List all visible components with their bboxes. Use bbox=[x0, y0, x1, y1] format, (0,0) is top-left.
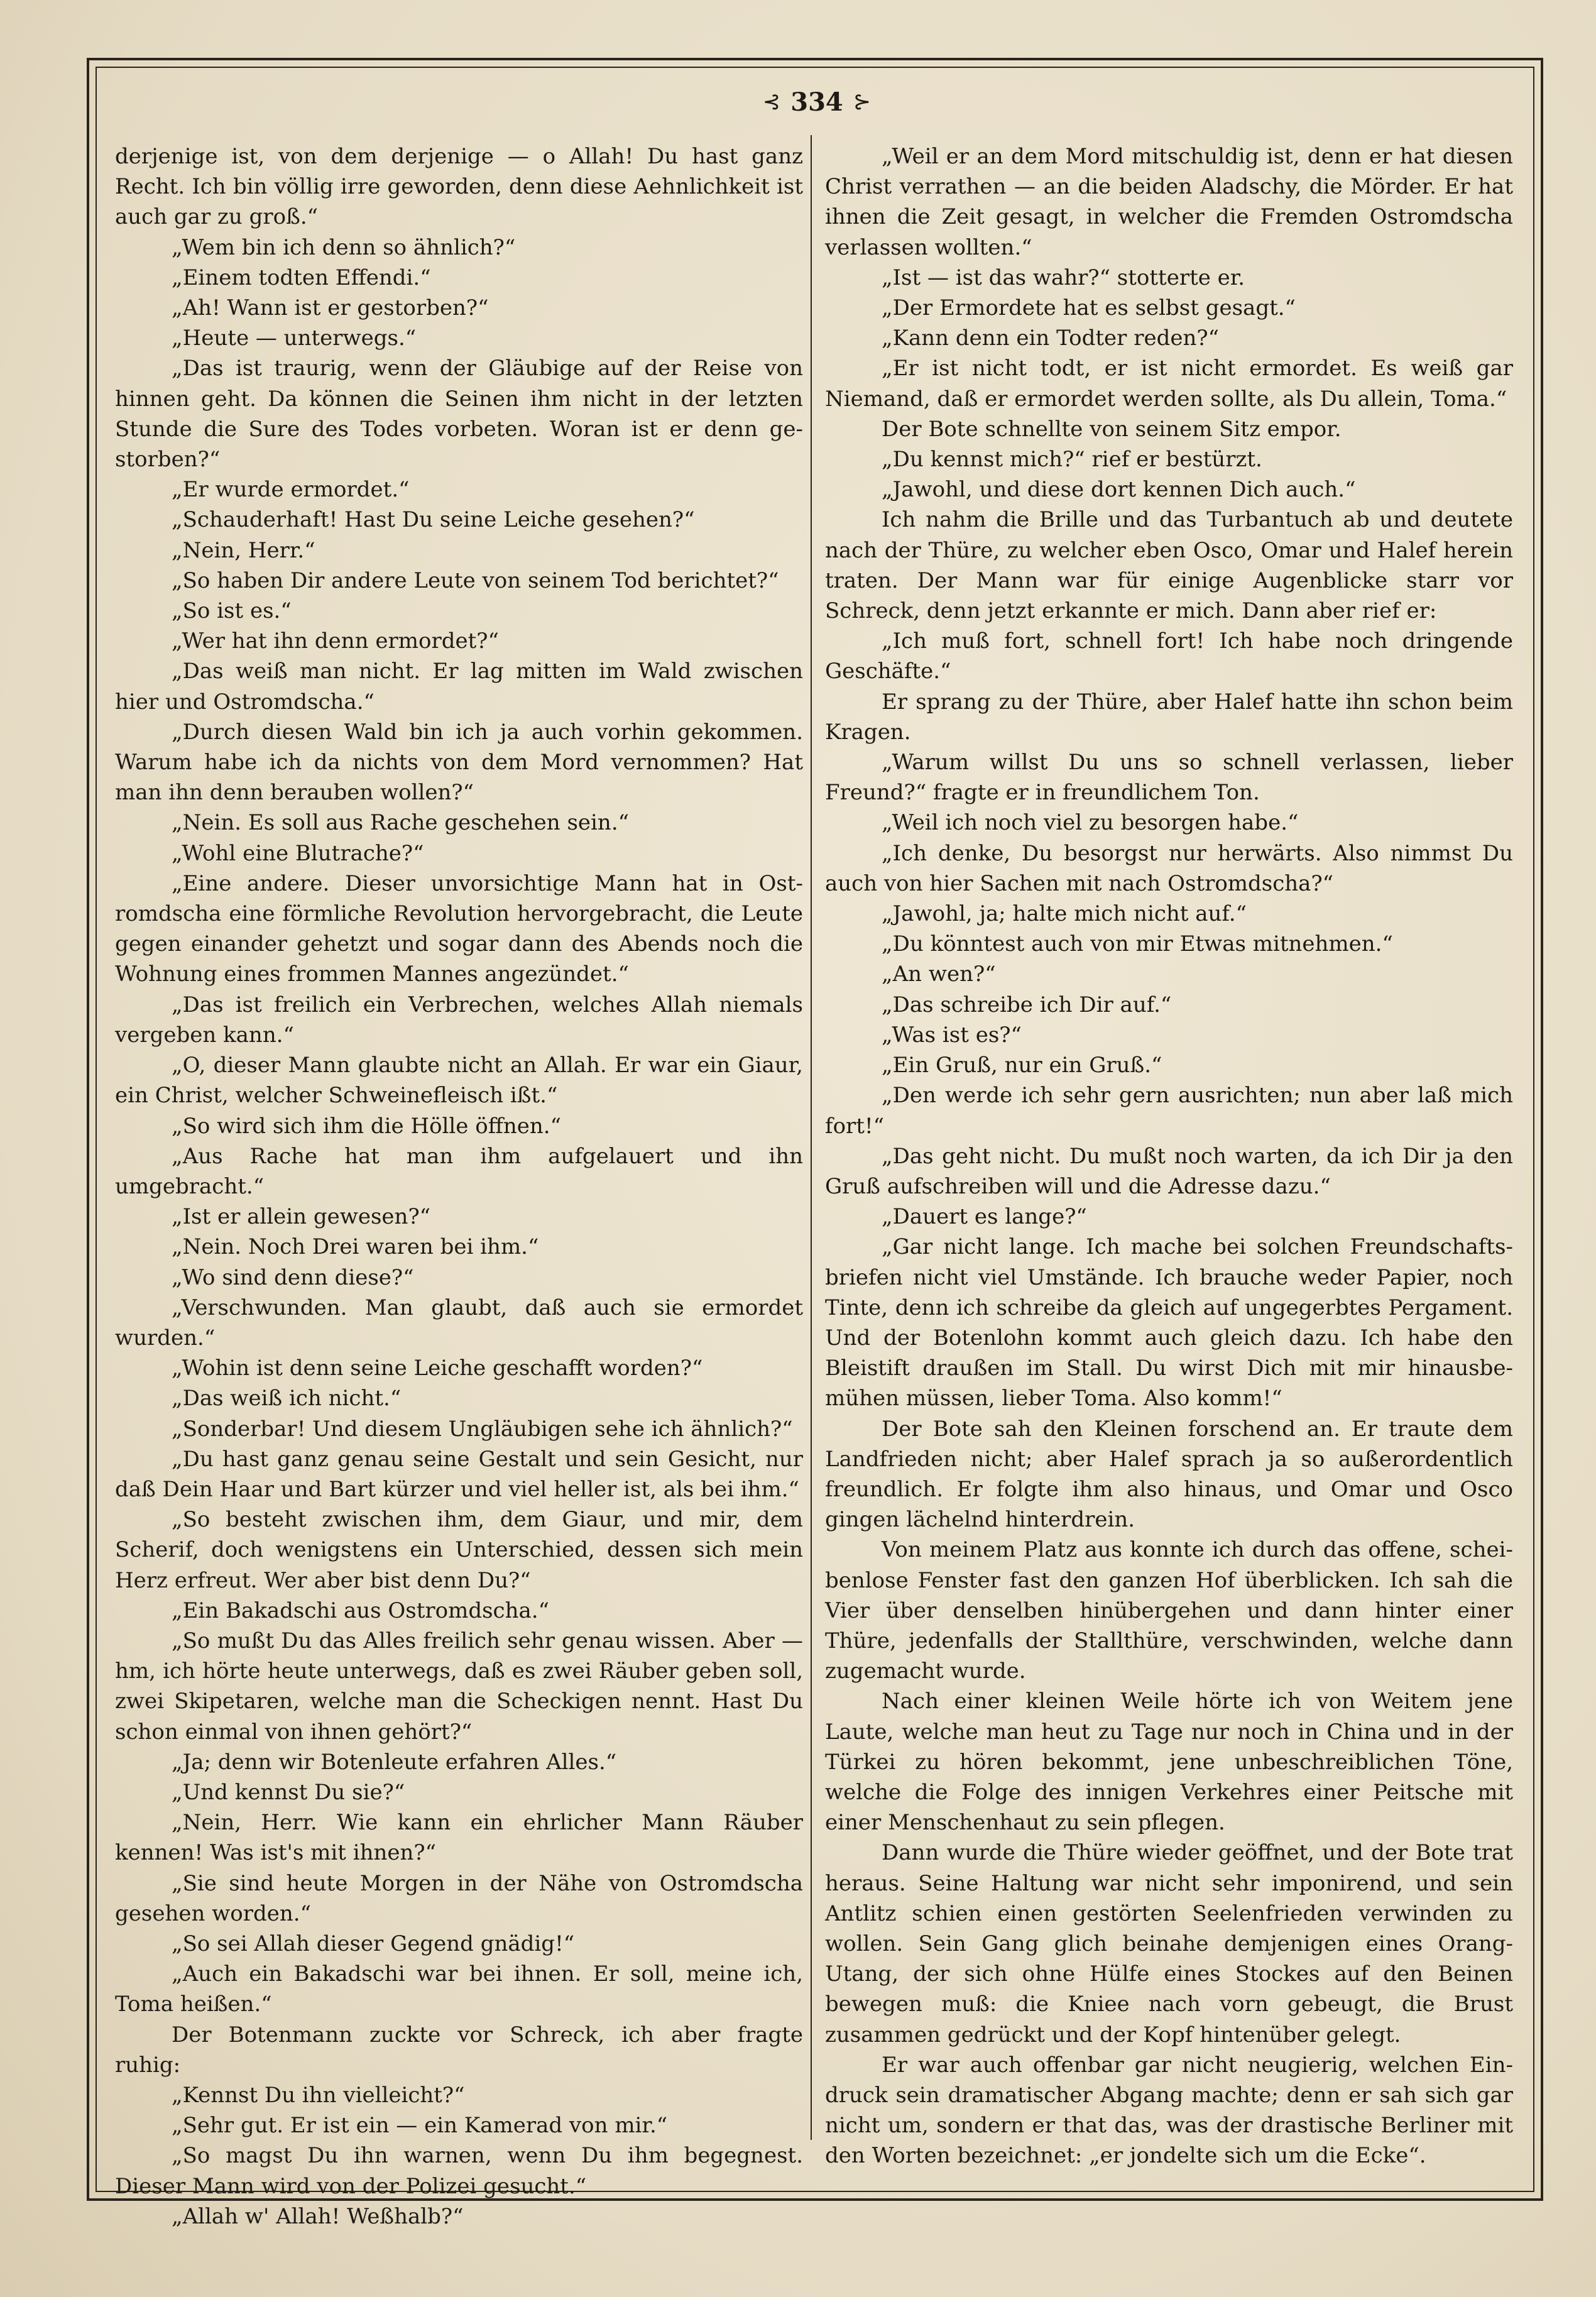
paragraph: „So besteht zwischen ihm, dem Giaur, und mir, dem Scherif, doch wenigstens ein Unterschied, dessen sich mein Herz erfreut. Wer aber bist denn Du?“ bbox=[115, 1507, 803, 1593]
paragraph: „Ist — ist das wahr?“ stotterte er. bbox=[882, 265, 1245, 290]
paragraph: „Kann denn ein Todter reden?“ bbox=[882, 326, 1219, 351]
paragraph: „Ein Bakadschi aus Ostromdscha.“ bbox=[172, 1598, 549, 1623]
paragraph: Der Bote schnellte von seinem Sitz empor. bbox=[882, 416, 1342, 442]
paragraph: Von meinem Platz aus konnte ich durch das offene, scheibenlose Fenster fast den ganzen Hof überblicken. Ich sah die Vier über denselben hinübergehen und dann hinter einer Thüre, jedenfalls der Stallthüre, verschwinden, welche dann zugemacht wurde. bbox=[825, 1537, 1513, 1684]
paragraph: „Das weiß ich nicht.“ bbox=[172, 1386, 402, 1412]
column-divider bbox=[811, 135, 812, 2140]
paragraph: „Und kennst Du sie?“ bbox=[172, 1779, 405, 1805]
paragraph: Er war auch offenbar gar nicht neugierig, welchen Eindruck sein dramatischer Abgang machte; denn er sah sich gar nicht um, sondern er that das, was der drastische Berliner mit den Worten bezeichnet: „er jondelte sich um die Ecke“. bbox=[825, 2052, 1513, 2169]
paragraph: „Einem todten Effendi.“ bbox=[172, 265, 431, 290]
paragraph: „Du kennst mich?“ rief er bestürzt. bbox=[882, 447, 1262, 473]
paragraph: „Den werde ich sehr gern ausrichten; nun aber laß mich fort!“ bbox=[825, 1083, 1513, 1139]
paragraph: „Wo sind denn diese?“ bbox=[172, 1264, 414, 1290]
paragraph: „Kennst Du ihn vielleicht?“ bbox=[172, 2083, 465, 2108]
paragraph: „Du hast ganz genau seine Gestalt und sein Gesicht, nur daß Dein Haar und Bart kürzer und viel heller ist, als bei ihm.“ bbox=[115, 1446, 803, 1502]
paragraph: „Aus Rache hat man ihm aufgelauert und ihn umgebracht.“ bbox=[115, 1143, 803, 1199]
ornament-right: ⊱ bbox=[853, 89, 872, 114]
paragraph: „Nein, Herr.“ bbox=[172, 537, 315, 563]
ornament-left: ⊰ bbox=[762, 89, 781, 114]
paragraph: „Ein Gruß, nur ein Gruß.“ bbox=[882, 1053, 1162, 1078]
paragraph: „Wer hat ihn denn ermordet?“ bbox=[172, 628, 499, 654]
paragraph: „Auch ein Bakadschi war bei ihnen. Er soll, meine ich, Toma heißen.“ bbox=[115, 1961, 803, 2017]
paragraph: „Nein. Noch Drei waren bei ihm.“ bbox=[172, 1234, 539, 1260]
paragraph: „So mußt Du das Alles freilich sehr genau wissen. Aber — hm, ich hörte heute unterwegs, daß es zwei Räuber geben soll, zwei Skipetaren, welche man die Scheckigen nennt. Hast Du schon einmal von ihnen gehört?“ bbox=[115, 1628, 803, 1745]
paragraph: „Wohl eine Blutrache?“ bbox=[172, 840, 424, 866]
paragraph: „Heute — unterwegs.“ bbox=[172, 326, 417, 351]
paragraph: „Verschwunden. Man glaubt, daß auch sie ermordet wurden.“ bbox=[115, 1295, 803, 1351]
paragraph: Der Bote sah den Kleinen forschend an. Er traute dem Landfrieden nicht; aber Halef sprach ja so außerordentlich freundlich. Er folgte ihm also hinaus, und Omar und Osco gingen lächelnd hinterdrein. bbox=[825, 1416, 1513, 1533]
paragraph: „Dauert es lange?“ bbox=[882, 1204, 1087, 1230]
paragraph: „Schauderhaft! Hast Du seine Leiche gesehen?“ bbox=[172, 507, 695, 533]
paragraph: „Das ist freilich ein Verbrechen, welches Allah niemals vergeben kann.“ bbox=[115, 992, 803, 1048]
paragraph: „Er wurde ermordet.“ bbox=[172, 477, 410, 503]
left-column bbox=[115, 141, 803, 2229]
paragraph: „Ist er allein gewesen?“ bbox=[172, 1204, 431, 1230]
paragraph: Dann wurde die Thüre wieder geöffnet, und der Bote trat heraus. Seine Haltung war nicht sehr imponirend, und sein Antlitz schien einen gestörten Seelenfrieden verwinden zu wollen. Sein Gang glich beinahe demjenigen eines Orang-Utang, der sich ohne Hülfe eines Stockes auf den Beinen bewegen muß: die Kniee nach vorn gebeugt, die Brust zusammen gedrückt und der Kopf hintenüber gelegt. bbox=[825, 1840, 1513, 2048]
page-number: 334 bbox=[790, 87, 843, 117]
paragraph: „Warum willst Du uns so schnell verlassen, lieber Freund?“ fragte er in freundlichem Ton. bbox=[825, 750, 1513, 806]
paragraph: „Sonderbar! Und diesem Ungläubigen sehe ich ähnlich?“ bbox=[172, 1416, 793, 1442]
paragraph: „Nein. Es soll aus Rache geschehen sein.“ bbox=[172, 810, 630, 836]
paragraph: „Der Ermordete hat es selbst gesagt.“ bbox=[882, 295, 1296, 321]
paragraph: „Wem bin ich denn so ähnlich?“ bbox=[172, 234, 516, 260]
paragraph: Ich nahm die Brille und das Turbantuch ab und deutete nach der Thüre, zu welcher eben Osco, Omar und Halef herein traten. Der Mann war für einige Augenblicke starr vor Schreck, denn jetzt erkannte er mich. Dann aber rief er: bbox=[825, 507, 1513, 624]
paragraph: Der Botenmann zuckte vor Schreck, ich aber fragte ruhig: bbox=[115, 2022, 803, 2078]
paragraph: „O, dieser Mann glaubte nicht an Allah. Er war ein Giaur, ein Christ, welcher Schweinefleisch ißt.“ bbox=[115, 1053, 803, 1109]
paragraph: „Sehr gut. Er ist ein — ein Kamerad von mir.“ bbox=[172, 2113, 668, 2139]
paragraph: „An wen?“ bbox=[882, 962, 996, 987]
paragraph: derjenige ist, von dem derjenige — o Allah! Du hast ganz Recht. Ich bin völlig irre geworden, denn diese Aehnlichkeit ist auch gar zu groß.“ bbox=[115, 144, 803, 230]
paragraph: „Ja; denn wir Botenleute erfahren Alles.“ bbox=[172, 1749, 617, 1775]
paragraph: „So wird sich ihm die Hölle öffnen.“ bbox=[172, 1113, 561, 1139]
paragraph: „Allah w' Allah! Weßhalb?“ bbox=[172, 2203, 464, 2229]
paragraph: „Sie sind heute Morgen in der Nähe von Ostromdscha gesehen worden.“ bbox=[115, 1870, 803, 1926]
paragraph: „Gar nicht lange. Ich mache bei solchen Freundschaftsbriefen nicht viel Umstände. Ich brauche weder Papier, noch Tinte, denn ich schreibe da gleich auf ungegerbtes Pergament. Und der Botenlohn kommt auch gleich dazu. Ich habe den Bleistift draußen im Stall. Du wirst Dich mit mir hinausbemühen müssen, lieber Toma. Also komm!“ bbox=[825, 1234, 1513, 1412]
paragraph: „Jawohl, und diese dort kennen Dich auch.“ bbox=[882, 477, 1356, 503]
paragraph: „Nein, Herr. Wie kann ein ehrlicher Mann Räuber kennen! Was ist's mit ihnen?“ bbox=[115, 1810, 803, 1866]
paragraph: „So ist es.“ bbox=[172, 598, 292, 624]
paragraph: Nach einer kleinen Weile hörte ich von Weitem jene Laute, welche man heut zu Tage nur noch in China und in der Türkei zu hören bekommt, jene unbeschreiblichen Töne, welche die Folge des innigen Verkehres einer Peitsche mit einer Menschenhaut zu sein pflegen. bbox=[825, 1689, 1513, 1836]
paragraph: „Ich denke, Du besorgst nur herwärts. Also nimmst Du auch von hier Sachen mit nach Ostromdscha?“ bbox=[825, 840, 1513, 896]
paragraph: „So sei Allah dieser Gegend gnädig!“ bbox=[172, 1931, 575, 1956]
paragraph: „So haben Dir andere Leute von seinem Tod berichtet?“ bbox=[172, 567, 779, 593]
paragraph: „Weil er an dem Mord mitschuldig ist, denn er hat diesen Christ verrathen — an die beiden Aladschy, die Mörder. Er hat ihnen die Zeit gesagt, in welcher die Fremden Ostromdscha verlassen wollten.“ bbox=[825, 144, 1513, 260]
paragraph: „Du könntest auch von mir Etwas mitnehmen.“ bbox=[882, 931, 1393, 957]
paragraph: „Das schreibe ich Dir auf.“ bbox=[882, 992, 1172, 1017]
paragraph: „Ich muß fort, schnell fort! Ich habe noch dringende Geschäfte.“ bbox=[825, 628, 1513, 684]
paragraph: „Er ist nicht todt, er ist nicht ermordet. Es weiß gar Niemand, daß er ermordet werden sollte, als Du allein, Toma.“ bbox=[825, 356, 1513, 412]
paragraph: „Was ist es?“ bbox=[882, 1022, 1022, 1048]
right-column bbox=[825, 141, 1513, 2169]
paragraph: „Weil ich noch viel zu besorgen habe.“ bbox=[882, 810, 1299, 836]
page-header bbox=[723, 83, 911, 121]
paragraph: „Das weiß man nicht. Er lag mitten im Wald zwischen hier und Ostromdscha.“ bbox=[115, 659, 803, 715]
paragraph: „Wohin ist denn seine Leiche geschafft worden?“ bbox=[172, 1356, 703, 1381]
paragraph: „Das geht nicht. Du mußt noch warten, da ich Dir ja den Gruß aufschreiben will und die Adresse dazu.“ bbox=[825, 1143, 1513, 1199]
paragraph: Er sprang zu der Thüre, aber Halef hatte ihn schon beim Kragen. bbox=[825, 689, 1513, 745]
paragraph: „Eine andere. Dieser unvorsichtige Mann hat in Ostromdscha eine förmliche Revolution hervorgebracht, die Leute gegen einander gehetzt und sogar dann des Abends noch die Wohnung eines frommen Mannes angezündet.“ bbox=[115, 870, 803, 987]
paragraph: „So magst Du ihn warnen, wenn Du ihm begegnest. Dieser Mann wird von der Polizei gesucht.“ bbox=[115, 2143, 803, 2199]
paragraph: „Jawohl, ja; halte mich nicht auf.“ bbox=[882, 901, 1247, 927]
paragraph: „Ah! Wann ist er gestorben?“ bbox=[172, 295, 489, 321]
paragraph: „Das ist traurig, wenn der Gläubige auf der Reise von hinnen geht. Da können die Seinen ihm nicht in der letzten Stunde die Sure des Todes vorbeten. Woran ist er denn gestorben?“ bbox=[115, 356, 803, 473]
paragraph: „Durch diesen Wald bin ich ja auch vorhin gekommen. Warum habe ich da nichts von dem Mord vernommen? Hat man ihn denn berauben wollen?“ bbox=[115, 719, 803, 806]
